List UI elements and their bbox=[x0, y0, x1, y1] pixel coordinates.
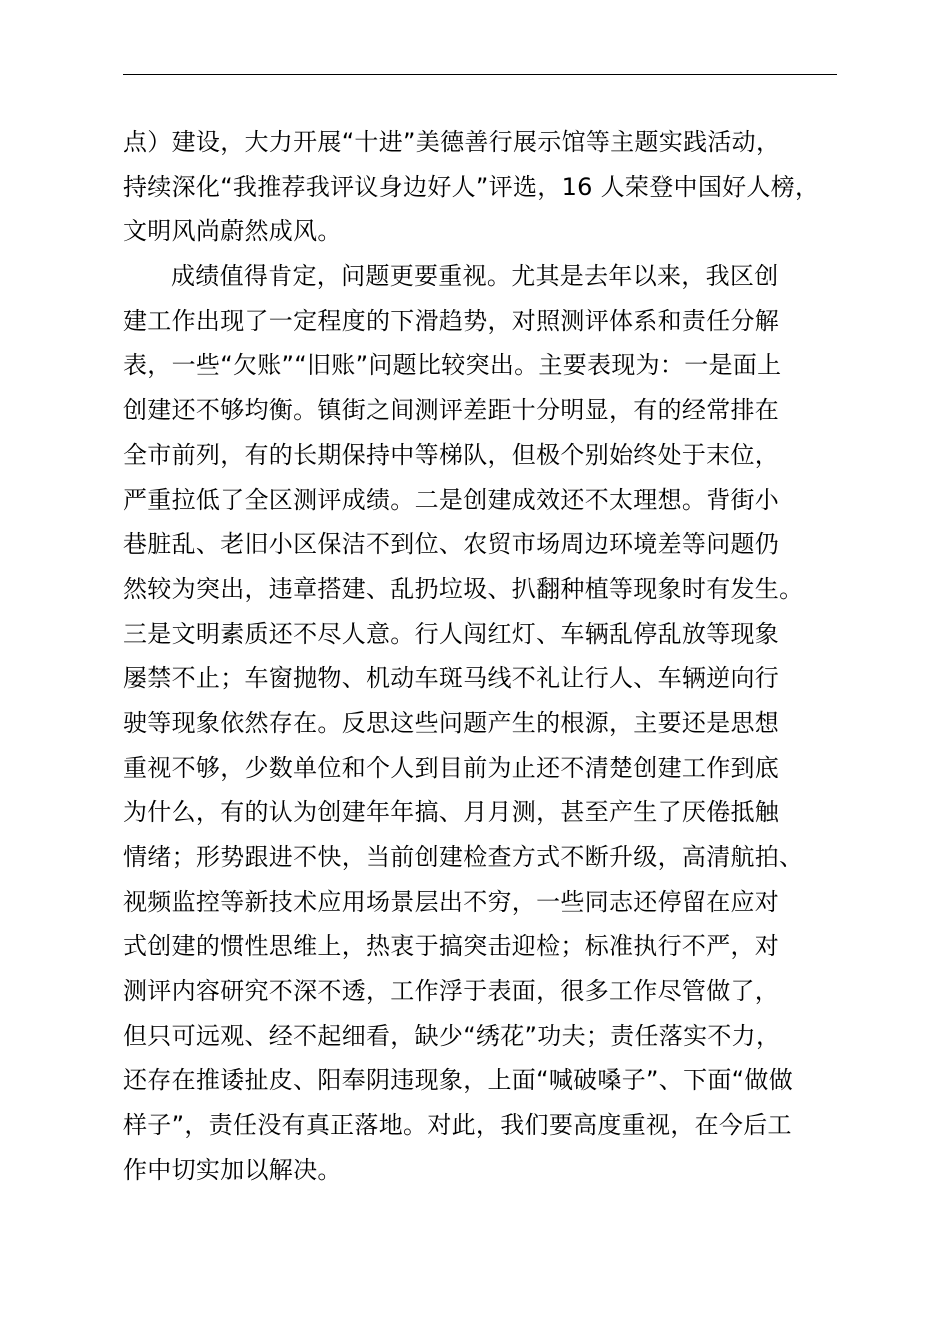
text-line: 然较为突出，违章搭建、乱扔垃圾、扒翻种植等现象时有发生。 bbox=[123, 574, 804, 603]
text-line: 样子”，责任没有真正落地。对此，我们要高度重视，在今后工 bbox=[123, 1111, 792, 1140]
text-line: 情绪；形势跟进不快，当前创建检查方式不断升级，高清航拍、 bbox=[123, 843, 804, 871]
text-line: 但只可远观、经不起细看，缺少“绣花”功夫；责任落实不力， bbox=[123, 1021, 781, 1050]
text-line: 测评内容研究不深不透，工作浮于表面，很多工作尽管做了， bbox=[123, 977, 780, 1006]
text-line: 屡禁不止；车窗抛物、机动车斑马线不礼让行人、车辆逆向行 bbox=[123, 664, 780, 693]
text-line: 文明风尚蔚然成风。 bbox=[123, 217, 342, 246]
text-line: 作中切实加以解决。 bbox=[123, 1155, 342, 1184]
text-line: 式创建的惯性思维上，热衷于搞突击迎检；标准执行不严，对 bbox=[123, 932, 780, 961]
text-line: 为什么，有的认为创建年年搞、月月测，甚至产生了厌倦抵触 bbox=[123, 798, 780, 827]
text-line: 表，一些“欠账”“旧账”问题比较突出。主要表现为：一是面上 bbox=[123, 351, 782, 380]
body-text bbox=[123, 120, 863, 1193]
text-line: 视频监控等新技术应用场景层出不穷，一些同志还停留在应对 bbox=[123, 887, 780, 916]
paragraph-start-line: 成绩值得肯定，问题更要重视。尤其是去年以来，我区创 bbox=[171, 262, 779, 291]
text-line: 三是文明素质还不尽人意。行人闯红灯、车辆乱停乱放等现象 bbox=[123, 619, 780, 648]
text-line: 建工作出现了一定程度的下滑趋势，对照测评体系和责任分解 bbox=[123, 306, 780, 335]
text-line: 严重拉低了全区测评成绩。二是创建成效还不太理想。背街小 bbox=[123, 485, 780, 514]
text-line: 重视不够，少数单位和个人到目前为止还不清楚创建工作到底 bbox=[123, 753, 780, 782]
text-line: 创建还不够均衡。镇街之间测评差距十分明显，有的经常排在 bbox=[123, 396, 780, 425]
header-rule bbox=[123, 74, 837, 75]
text-line: 驶等现象依然存在。反思这些问题产生的根源，主要还是思想 bbox=[123, 708, 780, 737]
text-line: 持续深化“我推荐我评议身边好人”评选，16 人荣登中国好人榜， bbox=[123, 172, 820, 201]
text-line: 点）建设，大力开展“十进”美德善行展示馆等主题实践活动， bbox=[123, 128, 781, 156]
text-line: 还存在推诿扯皮、阳奉阴违现象，上面“喊破嗓子”、下面“做做 bbox=[123, 1066, 793, 1095]
text-line: 全市前列，有的长期保持中等梯队，但极个别始终处于末位， bbox=[123, 440, 780, 469]
text-line: 巷脏乱、老旧小区保洁不到位、农贸市场周边环境差等问题仍 bbox=[123, 530, 780, 559]
